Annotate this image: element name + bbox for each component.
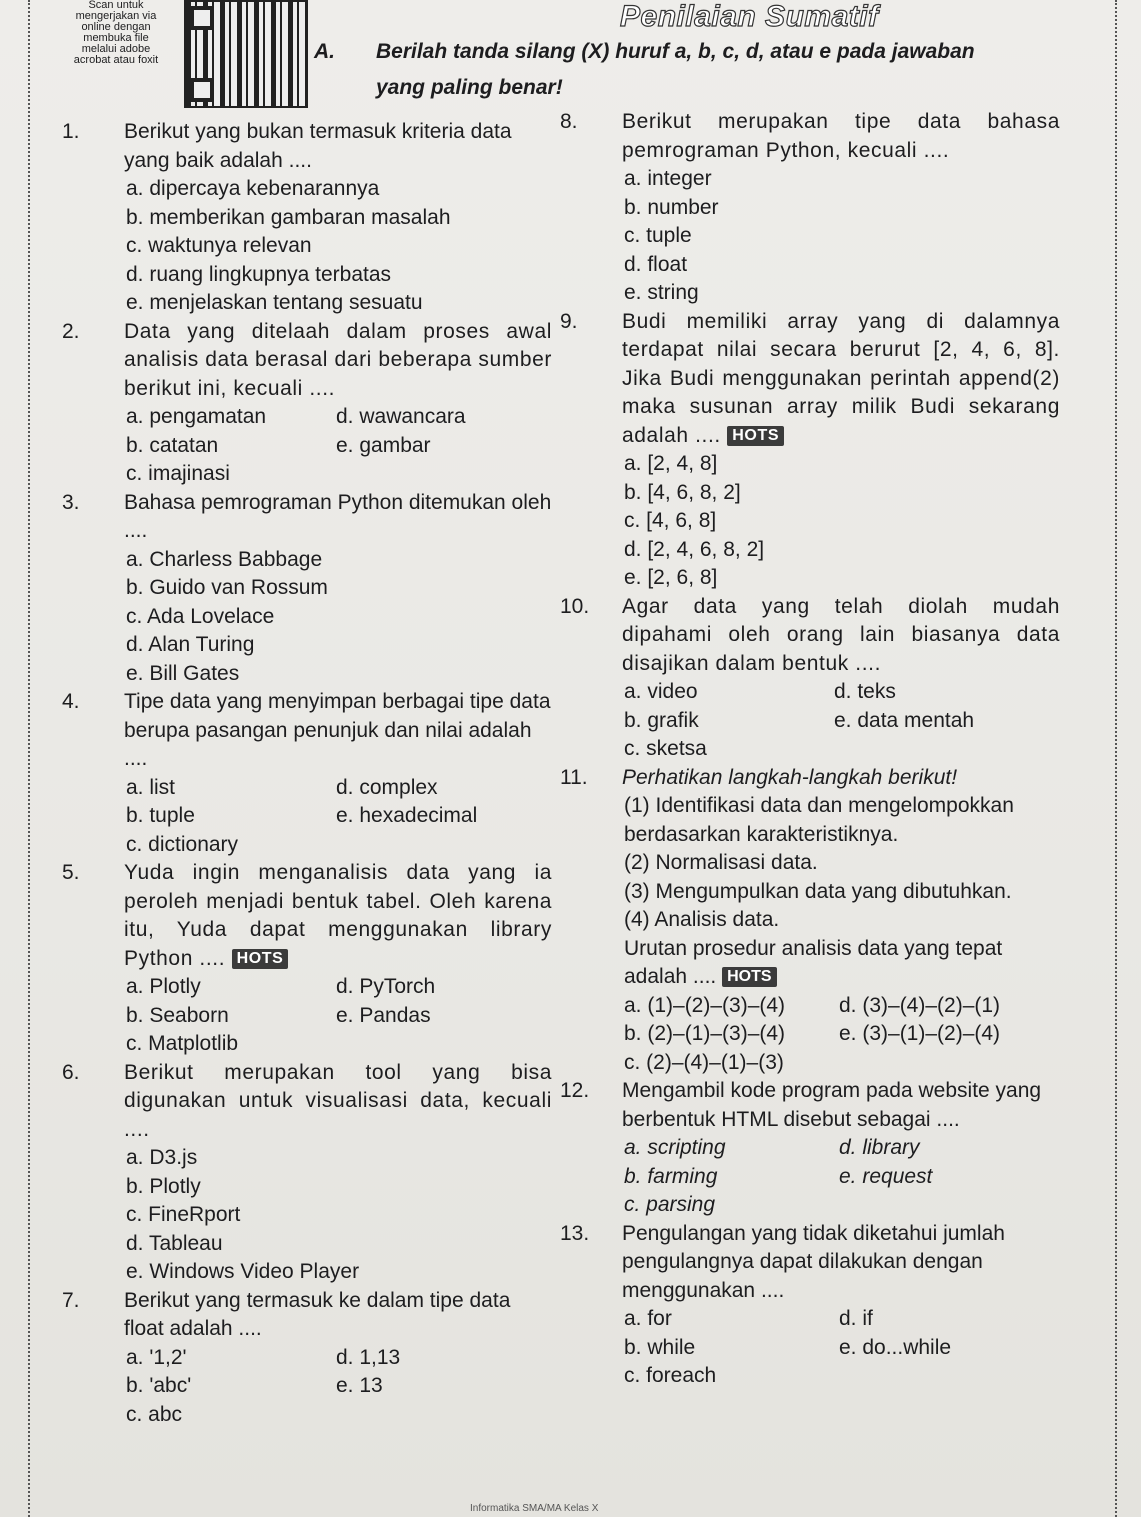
option[interactable]: c. dictionary bbox=[126, 832, 239, 856]
option[interactable]: c. Matplotlib bbox=[126, 1032, 239, 1055]
question-number: 10. bbox=[560, 594, 590, 618]
question-text: Berikut yang bukan termasuk kriteria data yang baik adalah .... bbox=[124, 120, 512, 172]
option[interactable]: e. do...while bbox=[839, 1335, 952, 1359]
scan-line: mengerjakan via bbox=[75, 10, 157, 22]
option[interactable]: a. D3.js bbox=[126, 1146, 198, 1169]
question-number: 6. bbox=[62, 1060, 80, 1084]
question-number: 13. bbox=[560, 1221, 590, 1245]
procedure-step: (4) Analisis data. bbox=[624, 908, 780, 931]
option[interactable]: e. [2, 6, 8] bbox=[624, 566, 718, 589]
option[interactable]: d. float bbox=[624, 252, 688, 276]
option[interactable]: c. Ada Lovelace bbox=[126, 604, 275, 628]
option[interactable]: b. memberikan gambaran masalah bbox=[126, 205, 451, 229]
option[interactable]: e. hexadecimal bbox=[336, 804, 478, 827]
option[interactable]: b. (2)–(1)–(3)–(4) bbox=[624, 1022, 786, 1045]
question-number: 7. bbox=[62, 1288, 80, 1312]
option[interactable]: d. 1,13 bbox=[336, 1345, 401, 1369]
option[interactable]: e. gambar bbox=[336, 433, 431, 457]
left-column bbox=[62, 118, 552, 1429]
question-number: 8. bbox=[560, 110, 578, 133]
question-text: Berikut merupakan tipe data bahasa pemrograman Python, kecuali .... bbox=[622, 110, 1060, 162]
question-text: Berikut yang termasuk ke dalam tipe data float adalah .... bbox=[124, 1288, 511, 1340]
question-3 bbox=[62, 489, 552, 689]
option[interactable]: a. scripting bbox=[624, 1136, 726, 1159]
option[interactable]: b. Guido van Rossum bbox=[126, 576, 328, 599]
option[interactable]: a. '1,2' bbox=[126, 1345, 187, 1369]
option[interactable]: a. dipercaya kebenarannya bbox=[126, 177, 380, 200]
question-text: Mengambil kode program pada website yang berbentuk HTML disebut sebagai .... bbox=[622, 1079, 1042, 1131]
question-10 bbox=[560, 593, 1060, 764]
option[interactable]: a. Charless Babbage bbox=[126, 547, 323, 571]
option[interactable]: d. ruang lingkupnya terbatas bbox=[126, 262, 392, 286]
question-text: Data yang ditelaah dalam proses awal analisis data berasal dari beberapa sumber berikut ini, kecuali .... bbox=[124, 319, 552, 400]
option[interactable]: c. parsing bbox=[624, 1193, 716, 1216]
option[interactable]: b. number bbox=[624, 195, 719, 219]
question-13 bbox=[560, 1220, 1060, 1391]
instruction-line-1: Berilah tanda silang (X) huruf a, b, c, d, atau e pada jawaban bbox=[376, 40, 975, 63]
hots-badge: HOTS bbox=[727, 426, 784, 446]
option[interactable]: d. teks bbox=[834, 680, 896, 703]
question-number: 9. bbox=[560, 309, 578, 333]
page-footer: Informatika SMA/MA Kelas X bbox=[470, 1503, 599, 1514]
hots-badge: HOTS bbox=[232, 949, 289, 969]
question-text: Yuda ingin menganalisis data yang ia peroleh menjadi bentuk tabel. Oleh karena itu, Yuda dapat menggunakan library Python .... bbox=[124, 861, 552, 970]
option[interactable]: a. pengamatan bbox=[126, 405, 267, 428]
option[interactable]: a. Plotly bbox=[126, 975, 201, 998]
option[interactable]: a. video bbox=[624, 680, 698, 703]
scan-line: Scan untuk bbox=[88, 0, 144, 11]
option[interactable]: c. foreach bbox=[624, 1364, 717, 1387]
procedure-step: (3) Mengumpulkan data yang dibutuhkan. bbox=[624, 879, 1012, 903]
question-11 bbox=[560, 764, 1060, 1078]
question-6 bbox=[62, 1059, 552, 1287]
option[interactable]: a. integer bbox=[624, 167, 712, 190]
option[interactable]: b. grafik bbox=[624, 708, 699, 732]
question-number: 5. bbox=[62, 861, 80, 884]
option[interactable]: e. request bbox=[839, 1164, 933, 1188]
question-text: Agar data yang telah diolah mudah dipahami oleh orang lain biasanya data disajikan dalam bentuk .... bbox=[622, 594, 1060, 675]
question-text: Urutan prosedur analisis data yang tepat adalah .... bbox=[624, 936, 1003, 988]
section-instruction bbox=[314, 34, 1074, 106]
scan-line: acrobat atau foxit bbox=[73, 54, 159, 66]
option[interactable]: b. 'abc' bbox=[126, 1374, 192, 1397]
option[interactable]: e. (3)–(1)–(2)–(4) bbox=[839, 1022, 1001, 1045]
instruction-line-2: yang paling benar! bbox=[376, 76, 563, 99]
option[interactable]: d. Alan Turing bbox=[126, 633, 255, 656]
option[interactable]: b. tuple bbox=[126, 804, 195, 827]
option[interactable]: c. imajinasi bbox=[126, 462, 230, 485]
option[interactable]: d. if bbox=[839, 1307, 873, 1330]
question-1 bbox=[62, 118, 552, 318]
scan-line: membuka file bbox=[83, 32, 149, 44]
option[interactable]: a. for bbox=[624, 1307, 672, 1330]
question-text: Tipe data yang menyimpan berbagai tipe data berupa pasangan penunjuk dan nilai adalah .... bbox=[124, 690, 551, 770]
question-number: 2. bbox=[62, 319, 80, 343]
question-5 bbox=[62, 859, 552, 1059]
question-4 bbox=[62, 688, 552, 859]
question-8 bbox=[560, 108, 1060, 308]
option[interactable]: e. 13 bbox=[336, 1374, 383, 1397]
option[interactable]: e. Bill Gates bbox=[126, 661, 240, 685]
option[interactable]: d. wawancara bbox=[336, 405, 466, 428]
question-text: Berikut merupakan tool yang bisa digunakan untuk visualisasi data, kecuali .... bbox=[124, 1060, 552, 1141]
scan-line: online dengan bbox=[81, 21, 151, 33]
option[interactable]: e. Windows Video Player bbox=[126, 1260, 360, 1283]
qr-code[interactable] bbox=[184, 0, 308, 108]
option[interactable]: c. abc bbox=[126, 1402, 183, 1426]
option[interactable]: b. [4, 6, 8, 2] bbox=[624, 480, 741, 504]
question-2 bbox=[62, 318, 552, 489]
option[interactable]: c. sketsa bbox=[624, 737, 707, 760]
option[interactable]: a. [2, 4, 8] bbox=[624, 452, 718, 475]
option[interactable]: b. catatan bbox=[126, 433, 219, 457]
scan-instructions bbox=[36, 0, 196, 66]
option[interactable]: e. string bbox=[624, 281, 699, 304]
option[interactable]: a. (1)–(2)–(3)–(4) bbox=[624, 993, 786, 1017]
question-number: 12. bbox=[560, 1079, 590, 1102]
option[interactable]: c. [4, 6, 8] bbox=[624, 509, 717, 532]
page-title: Penilaian Sumatif bbox=[620, 0, 879, 33]
option[interactable]: e. data mentah bbox=[834, 708, 975, 732]
hots-badge: HOTS bbox=[722, 967, 776, 987]
option[interactable]: d. complex bbox=[336, 775, 438, 799]
question-12 bbox=[560, 1077, 1060, 1220]
option[interactable]: e. menjelaskan tentang sesuatu bbox=[126, 291, 423, 314]
option[interactable]: b. Seaborn bbox=[126, 1003, 229, 1027]
question-text: Bahasa pemrograman Python ditemukan oleh .... bbox=[124, 490, 552, 542]
option[interactable]: d. (3)–(4)–(2)–(1) bbox=[839, 993, 1001, 1017]
procedure-step: (1) Identifikasi data dan mengelompokkan berdasarkan karakteristiknya. bbox=[624, 794, 1014, 846]
procedure-step: (2) Normalisasi data. bbox=[624, 851, 818, 874]
question-text: Budi memiliki array yang di dalamnya terdapat nilai secara berurut [2, 4, 6, 8]. Jika Budi menggunakan perintah append(2) maka susunan array milik Budi sekarang adalah .... bbox=[622, 309, 1060, 447]
option[interactable]: a. list bbox=[126, 775, 176, 799]
option[interactable]: d. Tableau bbox=[126, 1231, 223, 1255]
option[interactable]: b. while bbox=[624, 1335, 696, 1359]
question-number: 3. bbox=[62, 490, 80, 514]
option[interactable]: d. library bbox=[839, 1136, 920, 1159]
option[interactable]: c. (2)–(4)–(1)–(3) bbox=[624, 1050, 784, 1074]
question-7 bbox=[62, 1287, 552, 1430]
option[interactable]: c. tuple bbox=[624, 224, 692, 247]
question-number: 4. bbox=[62, 690, 80, 713]
right-column bbox=[560, 108, 1060, 1391]
option[interactable]: d. PyTorch bbox=[336, 975, 436, 998]
binder-holes-right bbox=[1105, 0, 1117, 1517]
option[interactable]: d. [2, 4, 6, 8, 2] bbox=[624, 537, 765, 561]
option[interactable]: c. waktunya relevan bbox=[126, 234, 312, 257]
question-number: 1. bbox=[62, 120, 80, 143]
question-number: 11. bbox=[560, 765, 588, 789]
question-text: Pengulangan yang tidak diketahui jumlah pengulangnya dapat dilakukan dengan menggunakan .... bbox=[622, 1221, 1005, 1302]
option[interactable]: e. Pandas bbox=[336, 1003, 431, 1027]
section-letter: A. bbox=[314, 40, 335, 63]
question-9 bbox=[560, 308, 1060, 593]
option[interactable]: c. FineRport bbox=[126, 1203, 241, 1226]
binder-holes-left bbox=[28, 0, 40, 1517]
question-text: Perhatikan langkah-langkah berikut! bbox=[622, 765, 958, 789]
option[interactable]: b. Plotly bbox=[126, 1174, 201, 1198]
scan-line: melalui adobe bbox=[81, 43, 151, 55]
option[interactable]: b. farming bbox=[624, 1164, 718, 1188]
